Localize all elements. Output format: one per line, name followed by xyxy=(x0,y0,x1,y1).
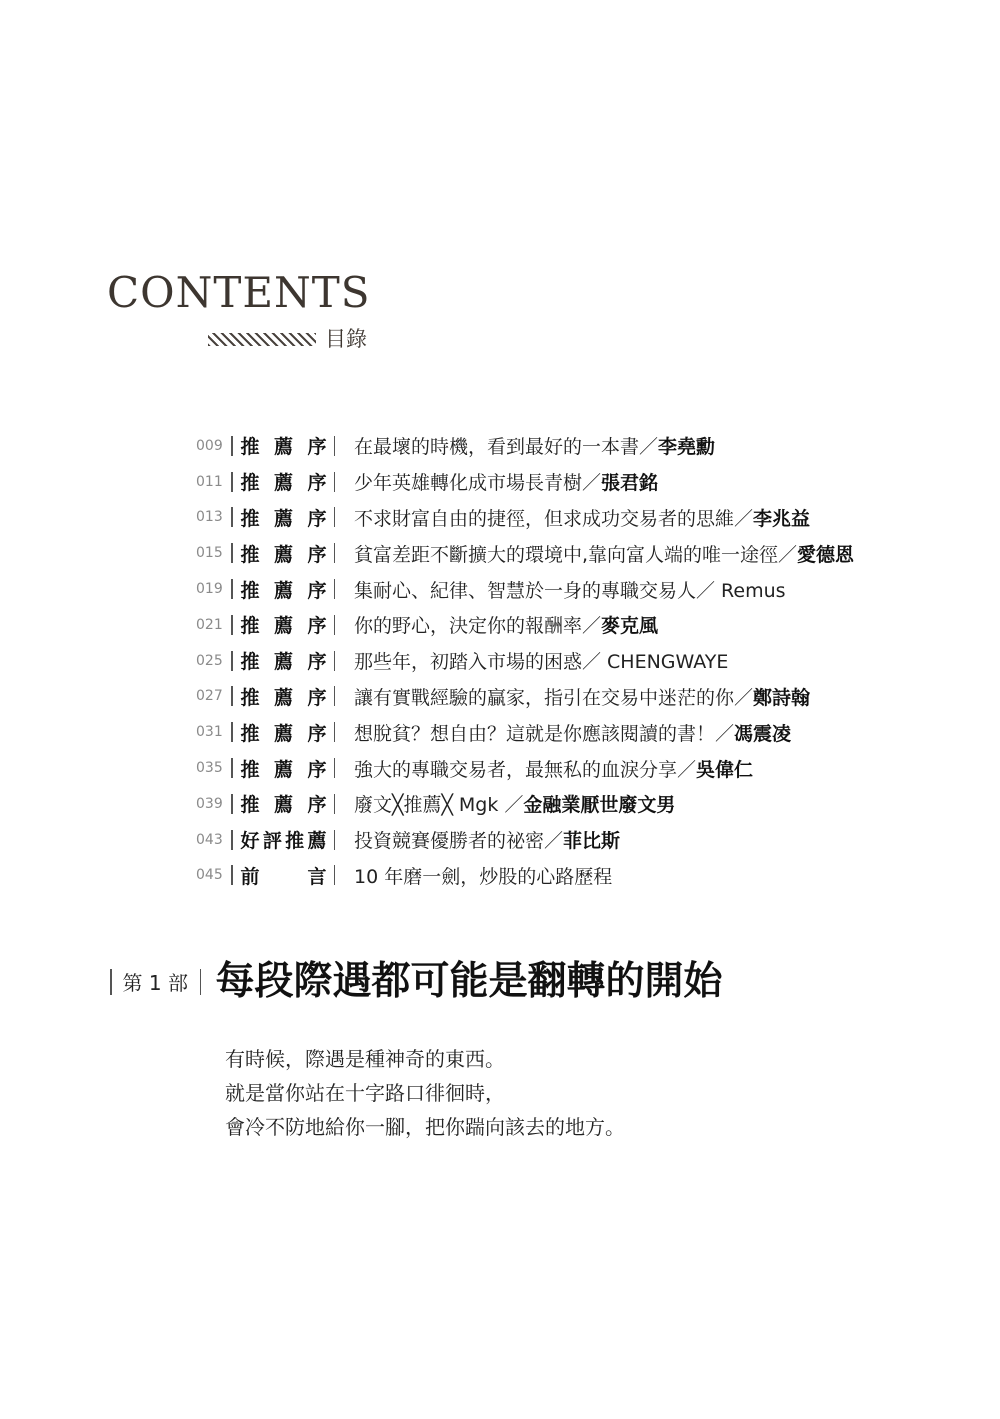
toc-label: 推薦序 xyxy=(240,758,327,781)
toc-title: 不求財富自由的捷徑，但求成功交易者的思維／ xyxy=(354,507,754,530)
divider xyxy=(231,507,233,527)
toc-entry[interactable] xyxy=(196,822,956,858)
toc-author: 麥克風 xyxy=(601,615,659,638)
toc-label: 推薦序 xyxy=(240,472,327,495)
toc-label: 推薦序 xyxy=(240,507,327,530)
divider xyxy=(334,615,336,635)
toc-author: 馮震凌 xyxy=(734,722,792,745)
contents-subheading-text: 目錄 xyxy=(325,326,367,351)
divider xyxy=(231,758,233,778)
divider xyxy=(231,651,233,671)
divider xyxy=(334,436,336,456)
toc-title: 貧富差距不斷擴大的環境中,靠向富人端的唯一途徑／ xyxy=(354,543,798,566)
toc-page-number: 043 xyxy=(196,831,223,848)
toc-title: 集耐心、紀律、智慧於一身的專職交易人／ Remus xyxy=(354,579,786,602)
toc-entry[interactable] xyxy=(196,750,956,786)
toc-label: 前言 xyxy=(240,865,327,888)
table-of-contents xyxy=(196,428,956,893)
divider xyxy=(231,436,233,456)
hatch-decoration xyxy=(208,333,316,346)
toc-entry[interactable] xyxy=(196,714,956,750)
toc-title: 在最壞的時機，看到最好的一本書／ xyxy=(354,436,659,459)
toc-page-number: 019 xyxy=(196,581,223,598)
toc-title: 投資競賽優勝者的祕密／ xyxy=(354,830,564,853)
divider xyxy=(334,830,336,850)
toc-page-number: 021 xyxy=(196,616,223,633)
toc-title: 那些年，初踏入市場的困惑／ CHENGWAYE xyxy=(354,651,729,674)
toc-entry[interactable] xyxy=(196,535,956,571)
toc-author: 李兆益 xyxy=(753,507,811,530)
toc-page-number: 031 xyxy=(196,724,223,741)
toc-page-number: 027 xyxy=(196,688,223,705)
toc-entry[interactable] xyxy=(196,428,956,464)
toc-label: 好評推薦 xyxy=(240,830,327,853)
toc-page-number: 039 xyxy=(196,795,223,812)
divider xyxy=(231,722,233,742)
toc-label: 推薦序 xyxy=(240,651,327,674)
toc-page-number: 015 xyxy=(196,545,223,562)
intro-line: 會冷不防地給你一腳，把你踹向該去的地方。 xyxy=(225,1115,625,1139)
toc-title: 10 年磨一劍，炒股的心路歷程 xyxy=(354,865,613,888)
divider xyxy=(334,472,336,492)
toc-title: 你的野心，決定你的報酬率／ xyxy=(354,615,602,638)
toc-title: 少年英雄轉化成市場長青樹／ xyxy=(354,472,602,495)
divider xyxy=(200,969,202,995)
toc-entry[interactable] xyxy=(196,500,956,536)
intro-line: 就是當你站在十字路口徘徊時， xyxy=(225,1081,505,1105)
divider xyxy=(334,794,336,814)
divider xyxy=(231,472,233,492)
divider xyxy=(334,865,336,885)
toc-label: 推薦序 xyxy=(240,543,327,566)
toc-entry[interactable] xyxy=(196,643,956,679)
divider xyxy=(231,865,233,885)
toc-author: 張君銘 xyxy=(601,472,659,495)
toc-page-number: 013 xyxy=(196,509,223,526)
part-label: 第 1 部 xyxy=(122,971,188,995)
toc-label: 推薦序 xyxy=(240,686,327,709)
part-title: 每段際遇都可能是翻轉的開始 xyxy=(215,958,723,1004)
toc-author: 吳偉仁 xyxy=(696,758,754,781)
toc-title: 廢文╳推薦╳ Mgk ／ xyxy=(354,794,524,817)
toc-label: 推薦序 xyxy=(240,579,327,602)
toc-author: 鄭詩翰 xyxy=(753,686,811,709)
divider xyxy=(231,615,233,635)
divider xyxy=(334,722,336,742)
toc-label: 推薦序 xyxy=(240,794,327,817)
divider xyxy=(334,686,336,706)
toc-title: 讓有實戰經驗的贏家，指引在交易中迷茫的你／ xyxy=(354,686,754,709)
divider xyxy=(334,758,336,778)
divider xyxy=(110,969,112,995)
toc-label: 推薦序 xyxy=(240,436,327,459)
contents-subheading xyxy=(208,326,367,352)
divider xyxy=(231,794,233,814)
part-intro xyxy=(225,1042,625,1144)
toc-entry[interactable] xyxy=(196,786,956,822)
divider xyxy=(334,651,336,671)
divider xyxy=(334,579,336,599)
toc-author: 愛德恩 xyxy=(797,543,855,566)
divider xyxy=(231,686,233,706)
toc-author: 金融業厭世廢文男 xyxy=(523,794,676,817)
toc-entry[interactable] xyxy=(196,679,956,715)
divider xyxy=(231,543,233,563)
divider xyxy=(334,543,336,563)
toc-entry[interactable] xyxy=(196,858,956,894)
toc-label: 推薦序 xyxy=(240,615,327,638)
divider xyxy=(231,579,233,599)
contents-heading: CONTENTS xyxy=(107,268,371,317)
part-heading[interactable] xyxy=(110,958,723,1004)
toc-page-number: 009 xyxy=(196,437,223,454)
toc-author: 菲比斯 xyxy=(563,830,621,853)
toc-page-number: 035 xyxy=(196,760,223,777)
intro-line: 有時候，際遇是種神奇的東西。 xyxy=(225,1047,505,1071)
toc-title: 強大的專職交易者，最無私的血淚分享／ xyxy=(354,758,697,781)
toc-entry[interactable] xyxy=(196,607,956,643)
toc-page-number: 011 xyxy=(196,473,223,490)
toc-author: 李堯勳 xyxy=(658,436,716,459)
toc-label: 推薦序 xyxy=(240,722,327,745)
toc-entry[interactable] xyxy=(196,464,956,500)
divider xyxy=(231,830,233,850)
toc-entry[interactable] xyxy=(196,571,956,607)
toc-page-number: 025 xyxy=(196,652,223,669)
toc-page-number: 045 xyxy=(196,867,223,884)
toc-title: 想脫貧？想自由？這就是你應該閱讀的書！／ xyxy=(354,722,735,745)
divider xyxy=(334,507,336,527)
